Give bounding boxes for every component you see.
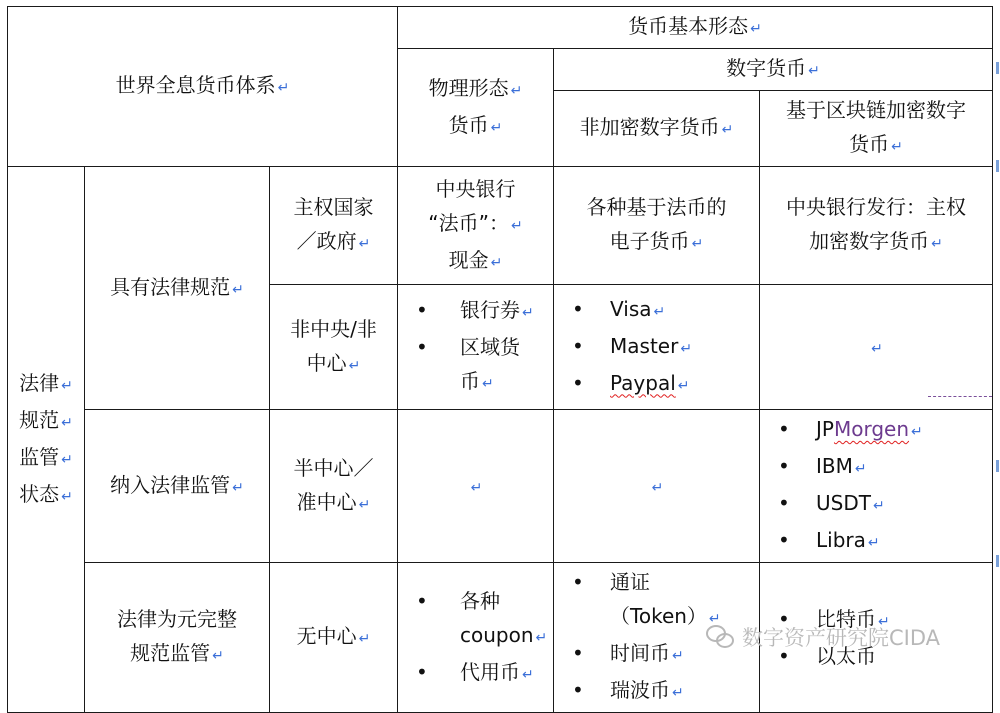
side-label-legal-status: 法律 ↵ 规范 ↵ 监管 ↵ 状态 ↵ bbox=[8, 167, 85, 713]
list-item: • Paypal ↵ bbox=[558, 366, 755, 403]
dashed-annotation-line bbox=[928, 396, 992, 397]
list-item: • 时间币 ↵ bbox=[558, 636, 755, 673]
semi-central: 半中心／ 准中心 ↵ bbox=[270, 410, 398, 563]
watermark-text: 数字资产研究院CIDA bbox=[742, 626, 941, 650]
list-item: • 区域货 bbox=[402, 330, 549, 364]
central-bank-crypto: 中央银行发行：主权 加密数字货币 ↵ bbox=[760, 167, 993, 285]
physical-noncentral-list bbox=[398, 285, 554, 410]
edge-marker bbox=[996, 62, 999, 74]
list-item: 币 ↵ bbox=[460, 369, 494, 393]
category-included-supervision: 纳入法律监管 ↵ bbox=[85, 410, 270, 563]
list-item: • 瑞波币 ↵ bbox=[558, 673, 755, 710]
list-item: • 通证 （Token） ↵ bbox=[558, 565, 755, 636]
list-item: • Master ↵ bbox=[558, 329, 755, 366]
sovereign-government: 主权国家 ／政府 ↵ bbox=[270, 167, 398, 285]
empty-cell: ↵ bbox=[398, 410, 554, 563]
crypto-list bbox=[760, 563, 993, 713]
decentralized: 无中心 ↵ bbox=[270, 563, 398, 713]
category-legally-regulated: 具有法律规范 ↵ bbox=[85, 167, 270, 410]
list-item: • 代用币 ↵ bbox=[402, 655, 549, 692]
empty-cell: ↵ bbox=[554, 410, 760, 563]
list-item: • 以太币 bbox=[764, 639, 988, 673]
list-item: • IBM ↵ bbox=[764, 449, 988, 486]
header-non-encrypted: 非加密数字货币 ↵ bbox=[554, 91, 760, 167]
category-incomplete-regulation: 法律为元完整 规范监管 ↵ bbox=[85, 563, 270, 713]
list-item: • USDT ↵ bbox=[764, 486, 988, 523]
list-item: • Visa ↵ bbox=[558, 292, 755, 329]
header-digital-currency: 数字货币 ↵ bbox=[554, 49, 993, 91]
fiat-based-e-money: 各种基于法币的 电子货币 ↵ bbox=[554, 167, 760, 285]
physical-decentral-list bbox=[398, 563, 554, 713]
edge-marker bbox=[996, 460, 999, 472]
payment-brand-list bbox=[554, 285, 760, 410]
list-item: • 银行券 ↵ bbox=[402, 293, 549, 330]
list-item: • JPMorgen ↵ bbox=[764, 412, 988, 449]
currency-system-table bbox=[7, 6, 993, 713]
semi-central-crypto-list bbox=[760, 410, 993, 563]
non-central: 非中央/非 中心 ↵ bbox=[270, 285, 398, 410]
header-blockchain-encrypted: 基于区块链加密数字 货币 ↵ bbox=[760, 91, 993, 167]
edge-marker bbox=[996, 160, 999, 172]
list-item: • Libra ↵ bbox=[764, 523, 988, 560]
empty-cell: ↵ bbox=[760, 285, 993, 410]
edge-marker bbox=[996, 555, 999, 567]
header-basic-forms: 货币基本形态 ↵ bbox=[398, 7, 993, 49]
header-physical-currency: 物理形态 ↵ 货币 ↵ bbox=[398, 49, 554, 167]
list-item: • 比特币 ↵ bbox=[764, 602, 988, 639]
header-world-currency-system: 世界全息货币体系 ↵ bbox=[8, 7, 398, 167]
central-bank-cash: 中央银行 “法币”： ↵ 现金 ↵ bbox=[398, 167, 554, 285]
token-list bbox=[554, 563, 760, 713]
list-item: • 各种 coupon ↵ bbox=[402, 584, 549, 655]
